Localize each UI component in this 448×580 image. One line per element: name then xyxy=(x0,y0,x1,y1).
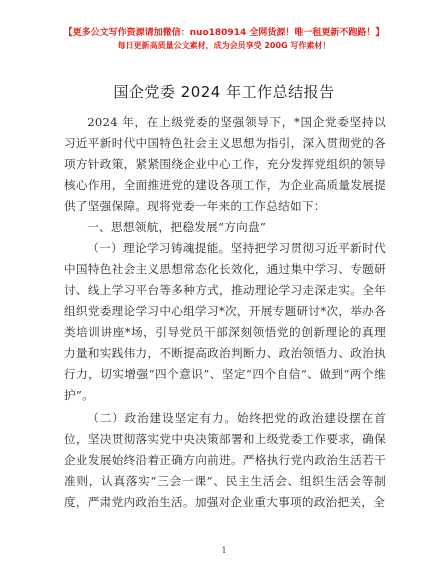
document-body xyxy=(64,112,386,513)
promo-banner xyxy=(0,27,448,52)
intro-paragraph: 2024 年，在上级党委的坚强领导下，*国企党委坚持以习近平新时代中国特色社会主义思想为指引，深入贯彻党的各项方针政策，紧紧围绕企业中心工作，充分发挥党组织的领导核心作用，全面推进党的建设各项工作，为企业高质量发展提供了坚强保障。现将党委一年来的工作总结如下： xyxy=(64,115,386,213)
section-heading: 一、思想领航，把稳发展“方向盘” xyxy=(87,220,267,234)
promo-banner-line2: 每日更新高质量公文素材，成为会员享受 200G 写作素材！ xyxy=(117,41,331,50)
promo-banner-line1: 【更多公文写作资源请加微信：nuo180914 全网货源！唯一租更新不跑路！】 xyxy=(63,28,385,38)
body-paragraph: （二）政治建设坚定有力。始终把党的政治建设摆在首位，坚决贯彻落实党中央决策部署和上级党委工作要求，确保企业发展始终沿着正确方向前进。严格执行党内政治生活若干准则，认真落实“三会一课”、民主生活会、组织生活会等制度，严肃党内政治生活。加强对企业重大事项的政治把关，全 xyxy=(64,411,386,509)
body-paragraph: （一）理论学习铸魂提能。坚持把学习贯彻习近平新时代中国特色社会主义思想常态化长效化，通过集中学习、专题研讨、线上学习平台等多种方式，推动理论学习走深走实。全年组织党委理论学习中心组学习*次，开展专题研讨*次，举办各类培训讲座*场，引导党员干部深刻领悟党的创新理论的真理力量和实践伟力，不断提高政治判断力、政治领悟力、政治执行力，切实增强“四个意识”、坚定“四个自信”、做到“两个维护”。 xyxy=(64,241,386,402)
page-number: 1 xyxy=(221,546,227,555)
document-title: 国企党委 2024 年工作总结报告 xyxy=(113,83,335,101)
